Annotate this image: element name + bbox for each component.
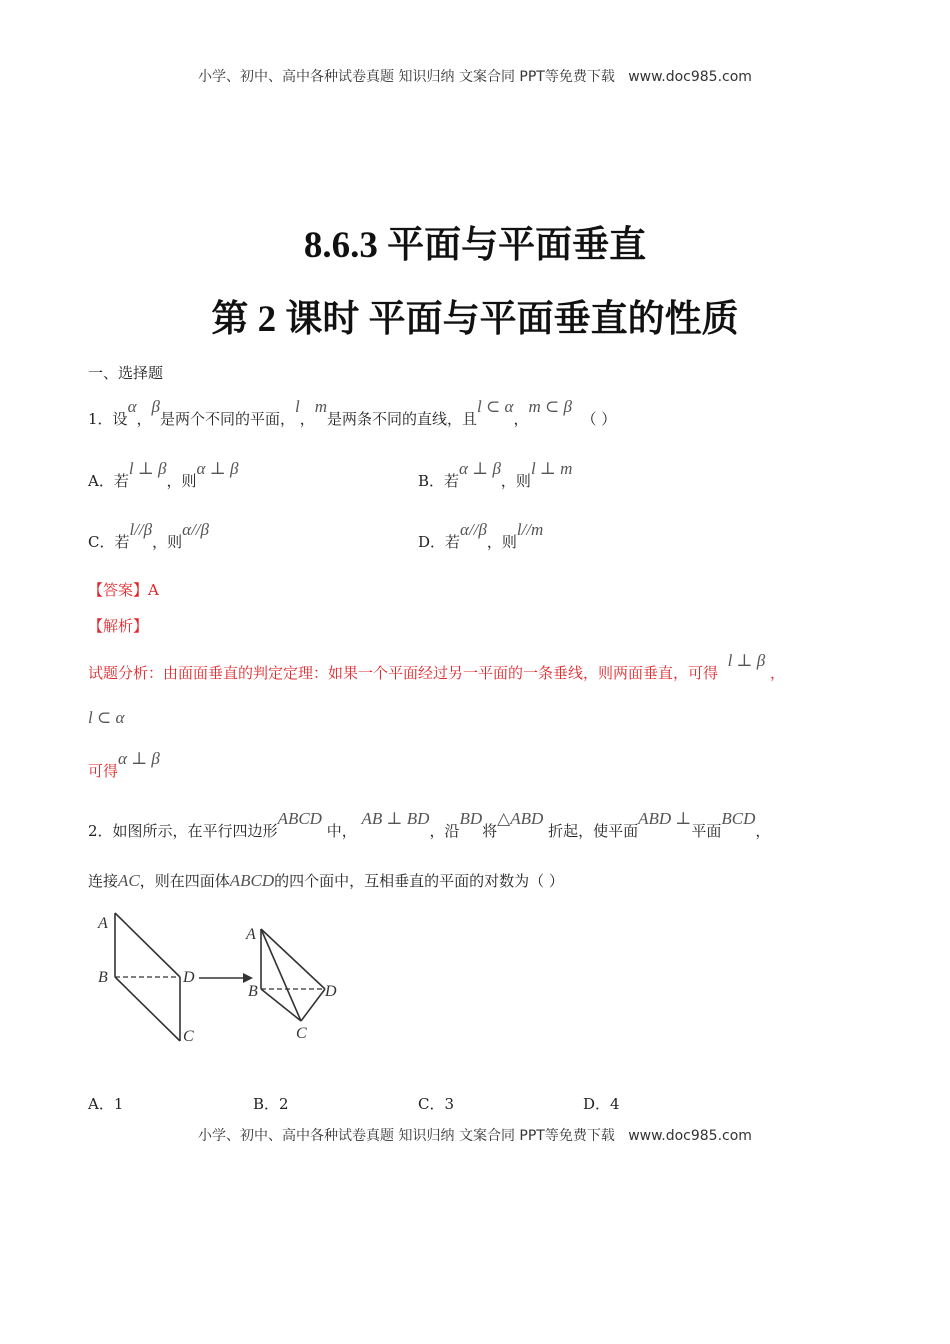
math-triangle-abd: △ABD: [497, 809, 544, 828]
analysis-math-l-subset-alpha: l ⊂ α: [88, 708, 125, 727]
label-c: C: [296, 1025, 307, 1042]
q1-text: 是两条不同的直线，且: [327, 410, 478, 428]
option-label: B．若: [418, 472, 460, 490]
label-d: D: [325, 983, 337, 1000]
label-a: A: [246, 926, 256, 943]
option-condition: α ⊥ β: [459, 459, 501, 478]
math-abd-perp: ABD ⊥: [638, 809, 692, 828]
q1-text: ，: [136, 410, 152, 428]
q2-option-c[interactable]: C．3: [418, 1095, 455, 1113]
q1-option-b[interactable]: [418, 459, 573, 491]
q2-text: 的四个面中，互相垂直的平面的对数为（ ）: [274, 872, 564, 890]
q2-option-a[interactable]: A．1: [88, 1095, 124, 1113]
math-m: m: [314, 397, 328, 416]
question-2-stem-line1: [88, 809, 771, 841]
option-label: A．若: [88, 472, 129, 490]
q1-text: 设: [112, 410, 128, 428]
math-ab-perp-bd: AB ⊥ BD: [361, 809, 430, 828]
label-b: B: [248, 983, 258, 1000]
option-label: D．若: [418, 533, 461, 551]
q2-option-b[interactable]: B．2: [253, 1095, 289, 1113]
math-m-subset-beta: m ⊂ β: [528, 397, 572, 416]
q1-paren: （ ）: [581, 410, 617, 428]
analysis-math: α ⊥ β: [118, 749, 160, 768]
option-then: ，则: [166, 472, 197, 490]
q2-text: ，则在四面体: [139, 872, 230, 890]
option-then: ，则: [152, 533, 183, 551]
header-url[interactable]: www.doc985.com: [628, 69, 752, 85]
option-result: l ⊥ m: [530, 459, 573, 478]
footer-banner: [0, 1125, 950, 1145]
header-banner-text: 小学、初中、高中各种试卷真题 知识归纳 文案合同 PPT等免费下载: [198, 69, 615, 85]
option-then: ，则: [486, 533, 517, 551]
q1-option-a[interactable]: [88, 459, 239, 491]
math-abcd: ABCD: [277, 809, 322, 828]
option-then: ，则: [500, 472, 531, 490]
analysis-conclusion: 可得: [88, 762, 119, 780]
q2-text: 平面: [691, 822, 722, 840]
q2-text: ，: [755, 822, 771, 840]
q1-text: ，: [299, 410, 315, 428]
option-condition: α//β: [460, 520, 487, 539]
option-result: l//m: [516, 520, 544, 539]
math-alpha: α: [127, 397, 137, 416]
math-l: l: [295, 397, 300, 416]
q1-answer: 【答案】A: [88, 581, 159, 599]
math-beta: β: [151, 397, 160, 416]
option-condition: l ⊥ β: [128, 459, 167, 478]
footer-url[interactable]: www.doc985.com: [628, 1128, 752, 1144]
q2-text: 折起，使平面: [548, 822, 639, 840]
tetrahedron-folding-figure: [95, 905, 355, 1050]
header-banner: [0, 66, 950, 86]
page-title: 8.6.3 平面与平面垂直: [303, 225, 647, 266]
q2-number: 2．: [88, 822, 113, 840]
label-b: B: [98, 969, 108, 986]
q1-analysis-label: 【解析】: [88, 617, 149, 635]
q2-text: 中，: [326, 822, 357, 840]
option-result: α//β: [182, 520, 209, 539]
label-d: D: [183, 969, 195, 986]
q1-analysis-conclusion: [88, 749, 160, 781]
q2-text: ，沿: [429, 822, 460, 840]
q1-option-c[interactable]: [88, 520, 209, 552]
option-label: C．若: [88, 533, 130, 551]
analysis-math: l ⊥ β: [727, 651, 766, 670]
page-subtitle: 第 2 课时 平面与平面垂直的性质: [211, 299, 739, 340]
question-2-stem-line2: [88, 870, 564, 891]
math-l-subset-alpha: l ⊂ α: [477, 397, 514, 416]
math-abcd: ABCD: [229, 871, 275, 890]
q1-analysis-line: [88, 651, 786, 683]
q2-text: 如图所示，在平行四边形: [112, 822, 278, 840]
q1-number: 1．: [88, 410, 113, 428]
q1-option-d[interactable]: [418, 520, 544, 552]
q1-text: ，: [513, 410, 529, 428]
section-label: 一、选择题: [88, 364, 164, 382]
math-bd: BD: [459, 809, 483, 828]
q2-text: 将: [482, 822, 498, 840]
math-ac: AC: [118, 871, 140, 890]
label-c: C: [183, 1028, 194, 1045]
math-bcd: BCD: [721, 809, 756, 828]
q1-text: 是两个不同的平面，: [159, 410, 295, 428]
q2-text: 连接: [88, 872, 119, 890]
analysis-comma: ，: [770, 664, 786, 682]
footer-banner-text: 小学、初中、高中各种试卷真题 知识归纳 文案合同 PPT等免费下载: [198, 1128, 615, 1144]
option-result: α ⊥ β: [196, 459, 239, 478]
q2-option-d[interactable]: D．4: [583, 1095, 620, 1113]
question-1-stem: [88, 397, 617, 429]
analysis-text: 试题分析：由面面垂直的判定定理：如果一个平面经过另一平面的一条垂线，则两面垂直，可得: [88, 664, 719, 682]
option-condition: l//β: [129, 520, 153, 539]
label-a: A: [98, 915, 108, 932]
